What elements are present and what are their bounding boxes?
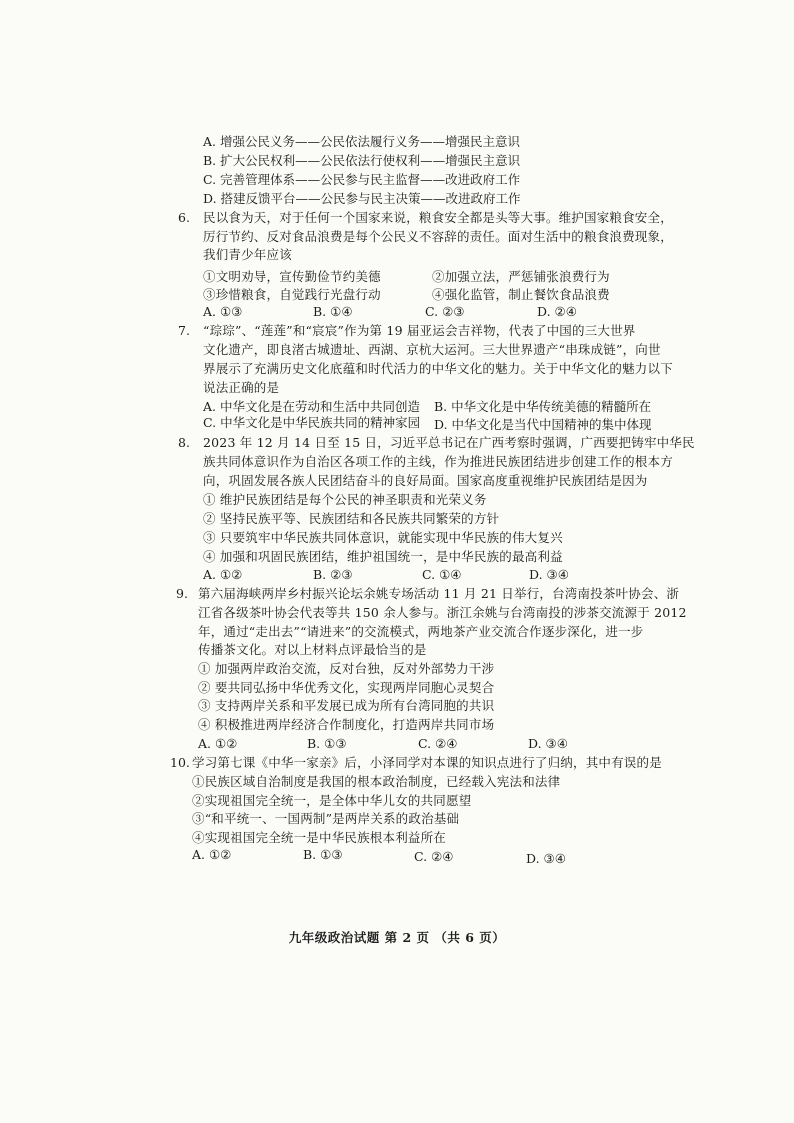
q7-stem-line: 文化遗产，即良渚古城遗址、西湖、京杭大运河。三大世界遗产“串珠成链”，向世 xyxy=(203,342,661,357)
q9-option-b: B. ①③ xyxy=(307,736,347,751)
q9-stem-line: 江省各级茶叶协会代表等共 150 余人参与。浙江余姚与台湾南投的涉茶交流源于 2012 xyxy=(198,605,687,620)
q8-number: 8. xyxy=(178,435,190,450)
q10-option-c: C. ②④ xyxy=(414,849,454,864)
q10-option-a: A. ①② xyxy=(192,847,232,862)
q10-option-b: B. ①③ xyxy=(303,847,343,862)
q9-item-2: ② 要共同弘扬中华优秀文化，实现两岸同胞心灵契合 xyxy=(198,680,495,695)
q9-item-3: ③ 支持两岸关系和平发展已成为所有台湾同胞的共识 xyxy=(198,698,495,713)
q9-stem-line: 传播茶文化。对以上材料点评最恰当的是 xyxy=(198,642,427,657)
q6-stem-line: 我们青少年应该 xyxy=(203,247,292,262)
q10-number: 10. xyxy=(170,755,190,770)
q10-item-3: ③“和平统一、一国两制”是两岸关系的政治基础 xyxy=(192,811,460,826)
q9-option-c: C. ②④ xyxy=(418,736,458,751)
q8-option-a: A. ①② xyxy=(203,567,243,582)
q8-item-1: ① 维护民族团结是每个公民的神圣职责和光荣义务 xyxy=(203,492,487,507)
q8-stem-line: 向，巩固发展各族人民团结奋斗的良好局面。国家高度重视维护民族团结是因为 xyxy=(203,473,648,488)
q9-number: 9. xyxy=(176,586,188,601)
q8-option-c: C. ①④ xyxy=(422,567,462,582)
q6-option-a: A. ①③ xyxy=(203,304,243,319)
page-footer: 九年级政治试题 第 2 页 （共 6 页） xyxy=(288,930,506,945)
q6-stem-line: 厉行节约、反对食品浪费是每个公民义不容辞的责任。面对生活中的粮食浪费现象， xyxy=(203,229,673,244)
q5-option-b: B. 扩大公民权利——公民依法行使权利——增强民主意识 xyxy=(203,153,521,168)
q9-stem-line: 第六届海峡两岸乡村振兴论坛余姚专场活动 11 月 21 日举行，台湾南投茶叶协会、浙 xyxy=(198,586,680,601)
q10-item-1: ①民族区域自治制度是我国的根本政治制度，已经载入宪法和法律 xyxy=(192,774,561,789)
q10-item-4: ④实现祖国完全统一是中华民族根本利益所在 xyxy=(192,830,447,845)
q6-stem-line: 民以食为天，对于任何一个国家来说，粮食安全都是头等大事。维护国家粮食安全， xyxy=(203,210,673,225)
q10-item-2: ②实现祖国完全统一，是全体中华儿女的共同愿望 xyxy=(192,793,472,808)
q8-item-2: ② 坚持民族平等、民族团结和各民族共同繁荣的方针 xyxy=(203,511,500,526)
q7-option-c: C. 中华文化是中华民族共同的精神家园 xyxy=(203,415,421,430)
q8-stem-line: 族共同体意识作为自治区各项工作的主线，作为推进民族团结进步创建工作的根本方 xyxy=(203,454,673,469)
q8-item-4: ④ 加强和巩固民族团结，维护祖国统一，是中华民族的最高利益 xyxy=(203,549,563,564)
q8-option-d: D. ③④ xyxy=(529,567,569,582)
q7-option-b: B. 中华文化是中华传统美德的精髓所在 xyxy=(434,399,652,414)
q10-stem-line: 学习第七课《中华一家亲》后，小泽同学对本课的知识点进行了归纳，其中有误的是 xyxy=(192,755,662,770)
q7-option-d: D. 中华文化是当代中国精神的集中体现 xyxy=(434,417,652,432)
q9-item-4: ④ 积极推进两岸经济合作制度化，打造两岸共同市场 xyxy=(198,717,495,732)
q7-stem-line: 说法正确的是 xyxy=(203,380,280,395)
q10-option-d: D. ③④ xyxy=(526,851,566,866)
q9-option-d: D. ③④ xyxy=(528,736,568,751)
q9-option-a: A. ①② xyxy=(198,736,238,751)
q6-item-1: ①文明劝导，宣传勤俭节约美德 xyxy=(203,269,381,284)
q6-item-2: ②加强立法，严惩铺张浪费行为 xyxy=(432,269,610,284)
q8-option-b: B. ②③ xyxy=(313,567,353,582)
q6-item-3: ③珍惜粮食，自觉践行光盘行动 xyxy=(203,287,381,302)
q8-stem-line: 2023 年 12 月 14 日至 15 日，习近平总书记在广西考察时强调，广西要把铸牢中华民 xyxy=(203,435,695,450)
q5-option-c: C. 完善管理体系——公民参与民主监督——改进政府工作 xyxy=(203,172,521,187)
q5-option-a: A. 增强公民义务——公民依法履行义务——增强民主意识 xyxy=(203,134,520,149)
q6-number: 6. xyxy=(178,210,190,225)
q5-option-d: D. 搭建反馈平台——公民参与民主决策——改进政府工作 xyxy=(203,191,521,206)
q8-item-3: ③ 只要筑牢中华民族共同体意识，就能实现中华民族的伟大复兴 xyxy=(203,530,563,545)
q9-item-1: ① 加强两岸政治交流，反对台独，反对外部势力干涉 xyxy=(198,661,495,676)
q6-item-4: ④强化监管，制止餐饮食品浪费 xyxy=(432,287,610,302)
q9-stem-line: 年，通过“走出去”“请进来”的交流模式，两地茶产业交流合作逐步深化，进一步 xyxy=(198,624,644,639)
q6-option-c: C. ②③ xyxy=(425,304,465,319)
q7-number: 7. xyxy=(178,323,190,338)
q7-stem-line: 界展示了充满历史文化底蕴和时代活力的中华文化的魅力。关于中华文化的魅力以下 xyxy=(203,361,673,376)
q7-option-a: A. 中华文化是在劳动和生活中共同创造 xyxy=(203,399,420,414)
q6-option-b: B. ①④ xyxy=(313,304,353,319)
q6-option-d: D. ②④ xyxy=(537,304,577,319)
q7-stem-line: “琮琮”、“莲莲”和“宸宸”作为第 19 届亚运会吉祥物，代表了中国的三大世界 xyxy=(203,323,636,338)
